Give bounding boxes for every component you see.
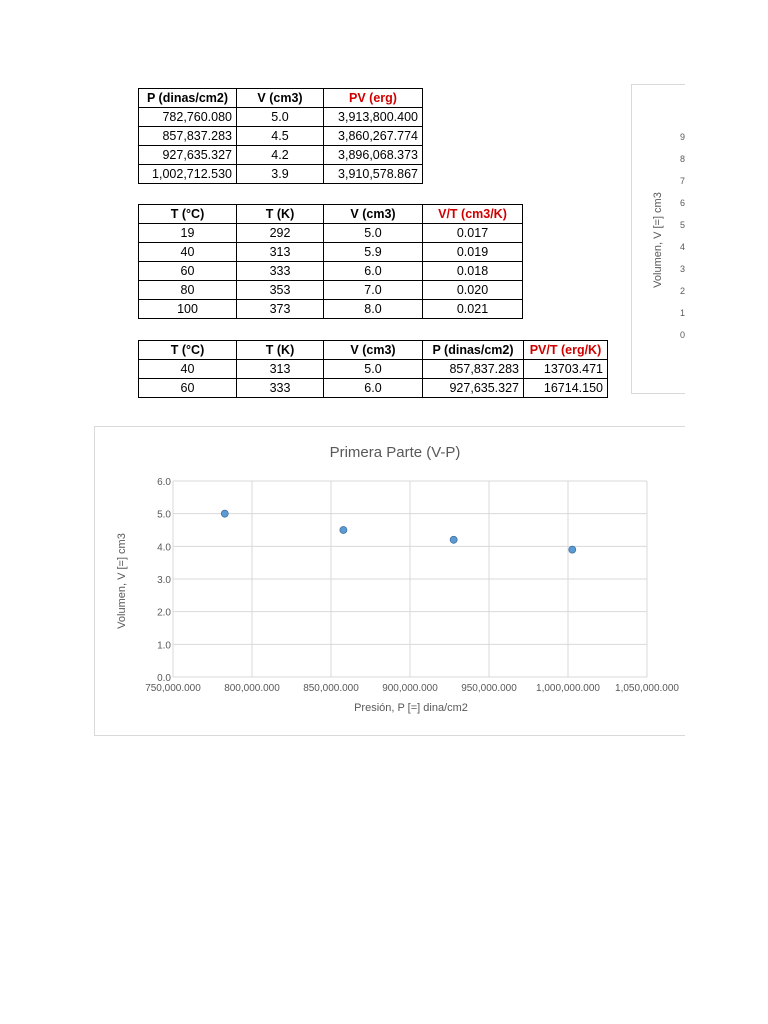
table-cell: 80 [139, 281, 237, 300]
table-row [139, 127, 423, 146]
table-cell: 3.9 [237, 165, 324, 184]
table-cell: 0.020 [423, 281, 523, 300]
y-tick-label: 2.0 [157, 607, 171, 619]
table-cell: 353 [237, 281, 324, 300]
y-tick-label: 1.0 [157, 640, 171, 652]
table-cell: 7.0 [324, 281, 423, 300]
table-cell: 5.9 [324, 243, 423, 262]
chart-primera-parte [94, 426, 685, 736]
table-cell: 3,860,267.774 [324, 127, 423, 146]
table-cell: 1,002,712.530 [139, 165, 237, 184]
table-cell: 13703.471 [524, 360, 608, 379]
table-row [139, 300, 523, 319]
table-cell: 0.017 [423, 224, 523, 243]
table-cell: 19 [139, 224, 237, 243]
table-cell: 5.0 [324, 224, 423, 243]
chart2-y-tick-label: 8 [680, 154, 685, 164]
table-cell: 16714.150 [524, 379, 608, 398]
table-cell: 0.021 [423, 300, 523, 319]
table-cell: 4.2 [237, 146, 324, 165]
column-header: T (K) [237, 205, 324, 224]
table-row [139, 262, 523, 281]
y-tick-label: 0.0 [157, 673, 171, 684]
data-point [340, 527, 347, 534]
chart2-y-tick-label: 4 [680, 242, 685, 252]
column-header: V (cm3) [237, 89, 324, 108]
table-cell: 313 [237, 243, 324, 262]
table-header-row [139, 205, 523, 224]
chart2-y-tick-label: 3 [680, 264, 685, 274]
table-row [139, 146, 423, 165]
x-tick-label: 1,050,000.000 [615, 683, 679, 694]
table-row [139, 360, 608, 379]
table-header-row [139, 89, 423, 108]
column-header: PV (erg) [324, 89, 423, 108]
column-header: PV/T (erg/K) [524, 341, 608, 360]
table-cell: 857,837.283 [423, 360, 524, 379]
table-cell: 60 [139, 379, 237, 398]
chart-xlabel: Presión, P [=] dina/cm2 [354, 702, 468, 714]
y-tick-label: 6.0 [157, 477, 171, 488]
chart2-y-tick-label: 0 [680, 330, 685, 340]
table-cell: 782,760.080 [139, 108, 237, 127]
table-cell: 0.019 [423, 243, 523, 262]
column-header: T (°C) [139, 205, 237, 224]
table-cell: 6.0 [324, 262, 423, 281]
table-cell: 40 [139, 243, 237, 262]
column-header: T (°C) [139, 341, 237, 360]
table-cell: 40 [139, 360, 237, 379]
chart2-y-tick-label: 5 [680, 220, 685, 230]
pv-table [138, 88, 423, 184]
column-header: V (cm3) [324, 341, 423, 360]
data-point [221, 510, 228, 517]
table-cell: 3,910,578.867 [324, 165, 423, 184]
second-chart-partial [631, 84, 685, 394]
x-tick-label: 850,000.000 [303, 683, 359, 694]
table-cell: 5.0 [324, 360, 423, 379]
pvt-table [138, 340, 608, 398]
table-row [139, 108, 423, 127]
table-cell: 333 [237, 379, 324, 398]
table-cell: 333 [237, 262, 324, 281]
column-header: V (cm3) [324, 205, 423, 224]
column-header: P (dinas/cm2) [139, 89, 237, 108]
table-cell: 927,635.327 [423, 379, 524, 398]
x-tick-label: 1,000,000.000 [536, 683, 600, 694]
table-cell: 292 [237, 224, 324, 243]
chart2-y-tick-label: 9 [680, 132, 685, 142]
table-cell: 3,913,800.400 [324, 108, 423, 127]
chart-title: Primera Parte (V-P) [329, 444, 461, 461]
table-row [139, 281, 523, 300]
table-cell: 0.018 [423, 262, 523, 281]
table-cell: 3,896,068.373 [324, 146, 423, 165]
y-tick-label: 5.0 [157, 509, 171, 521]
table-cell: 8.0 [324, 300, 423, 319]
column-header: V/T (cm3/K) [423, 205, 523, 224]
table-cell: 5.0 [237, 108, 324, 127]
x-tick-label: 950,000.000 [461, 683, 517, 694]
table-row [139, 224, 523, 243]
table-cell: 857,837.283 [139, 127, 237, 146]
table-cell: 313 [237, 360, 324, 379]
x-tick-label: 900,000.000 [382, 683, 438, 694]
scatter-chart [95, 427, 685, 735]
column-header: T (K) [237, 341, 324, 360]
chart2-y-tick-label: 7 [680, 176, 685, 186]
column-header: P (dinas/cm2) [423, 341, 524, 360]
chart2-y-tick-label: 1 [680, 308, 685, 318]
data-point [569, 546, 576, 553]
table-header-row [139, 341, 608, 360]
chart2-ylabel: Volumen, V [=] cm3 [652, 192, 664, 288]
x-tick-label: 800,000.000 [224, 683, 280, 694]
table-row [139, 379, 608, 398]
table-cell: 373 [237, 300, 324, 319]
table-cell: 6.0 [324, 379, 423, 398]
table-cell: 927,635.327 [139, 146, 237, 165]
data-point [450, 536, 457, 543]
y-tick-label: 3.0 [157, 575, 171, 586]
table-row [139, 165, 423, 184]
vt-table [138, 204, 523, 319]
x-tick-label: 750,000.000 [145, 683, 201, 694]
table-cell: 100 [139, 300, 237, 319]
table-row [139, 243, 523, 262]
y-tick-label: 4.0 [157, 542, 171, 554]
second-chart-svg [632, 85, 685, 393]
chart2-y-tick-label: 2 [680, 286, 685, 296]
chart2-y-tick-label: 6 [680, 198, 685, 208]
chart-ylabel: Volumen, V [=] cm3 [116, 533, 128, 629]
table-cell: 60 [139, 262, 237, 281]
table-cell: 4.5 [237, 127, 324, 146]
